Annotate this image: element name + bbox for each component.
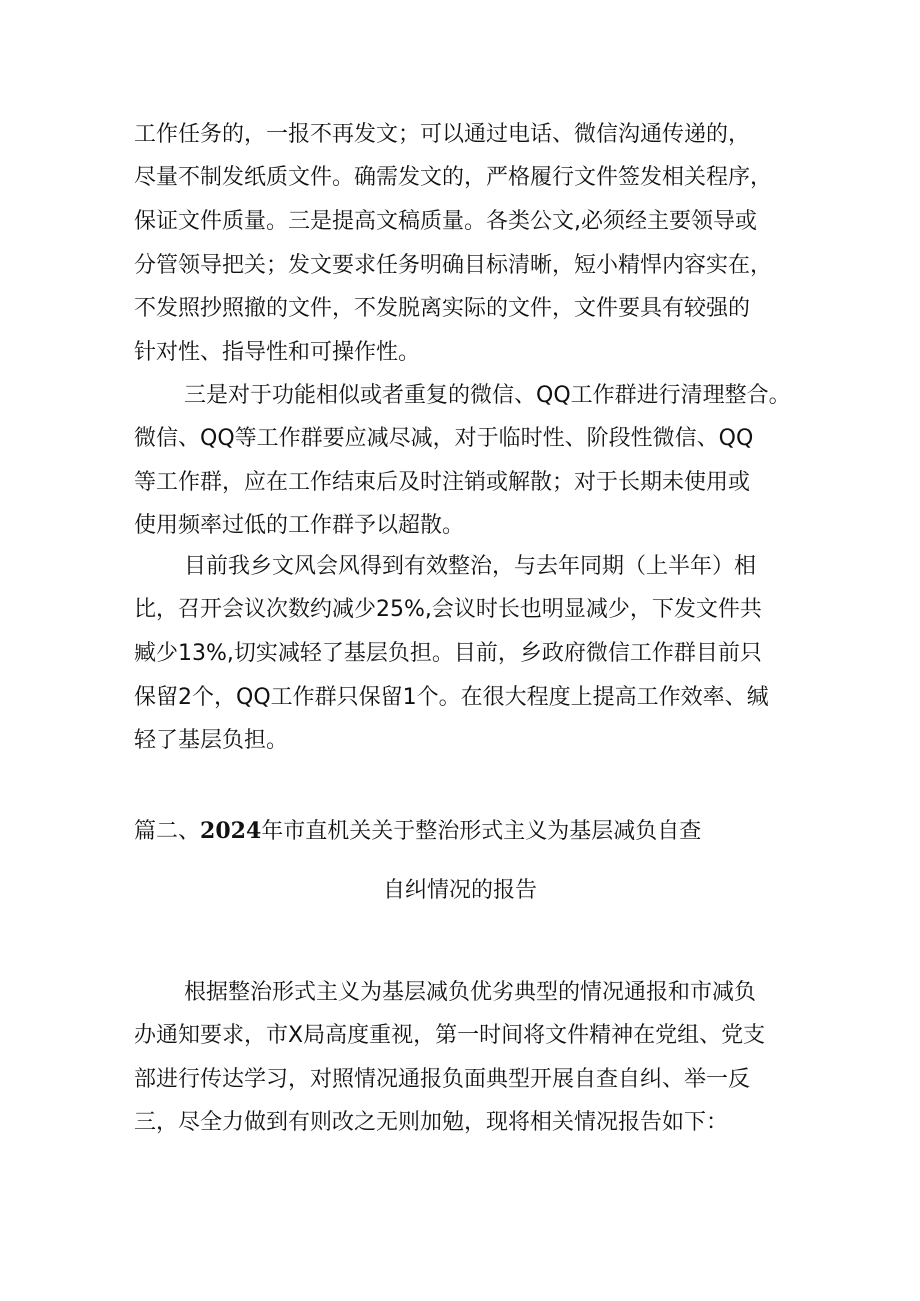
para2-line: 三是对于功能相似或者重复的微信、QQ工作群进行清理整合。	[184, 383, 791, 408]
para4-line: 根据整治形式主义为基层减负优劣典型的情况通报和市减负	[184, 980, 757, 1005]
para2-line: 使用频率过低的工作群予以超散。	[134, 513, 465, 538]
para3-line: 臧少13%,切实减轻了基层负担。目前，乡政府微信工作群目前只	[134, 641, 762, 666]
para1-line: 尽量不制发纸质文件。确需发文的，严格履行文件签发相关程序，	[134, 165, 773, 190]
para1-line: 不发照抄照撤的文件，不发脱离实际的文件，文件要具有较强的	[134, 296, 751, 321]
section-heading-line2: 自纠情况的报告	[382, 878, 537, 903]
para2-line: 等工作群，应在工作结束后及时注销或解散；对于长期未使用或	[134, 470, 751, 495]
para3-line: 目前我乡文风会风得到有效整治，与去年同期（上半年）相	[184, 554, 757, 579]
para1-line: 保证文件质量。三是提高文稿质量。各类公文,必须经主要领导或	[134, 209, 757, 234]
para3-line: 轻了基层负担。	[134, 728, 289, 753]
para4-line: 三，尽全力做到有则改之无则加勉，现将相关情况报告如下：	[134, 1110, 729, 1135]
para2-line: 微信、QQ等工作群要应减尽减，对于临时性、阶段性微信、QQ	[134, 426, 754, 451]
section-heading	[134, 817, 701, 846]
para1-line: 分管领导把关；发文要求任务明确目标清晰，短小精悍内容实在，	[134, 253, 773, 278]
section-heading-year: 2024	[200, 818, 262, 844]
para4-line: 部进行传达学习，对照情况通报负面典型开展自查自纠、举一反	[134, 1067, 751, 1092]
para1-line: 工作任务的，一报不再发文；可以通过电话、微信沟通传递的，	[134, 122, 751, 147]
section-heading-rest: 年市直机关关于整治形式主义为基层减负自查	[261, 819, 702, 844]
para3-line: 保留2个，QQ工作群只保留1个。在很大程度上提高工作效率、缄	[134, 685, 769, 710]
para4-line: 办通知要求，市X局高度重视，第一时间将文件精神在党组、党支	[134, 1023, 766, 1048]
section-heading-prefix: 篇二、	[134, 819, 201, 844]
para3-line: 比，召开会议次数约减少25%,会议时长也明显减少，下发文件共	[134, 597, 762, 622]
para1-line: 针对性、指导性和可操作性。	[134, 340, 421, 365]
